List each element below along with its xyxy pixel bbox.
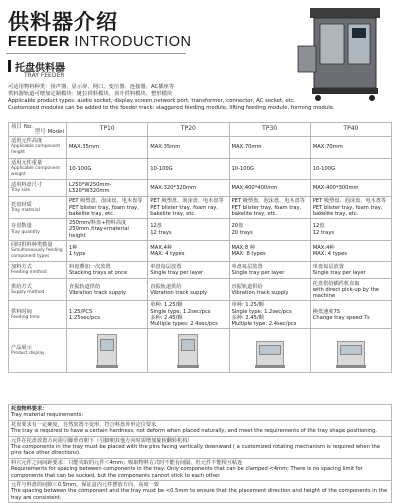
cell-line: 单种: 1.25/颗 [231,302,264,309]
cell-line: 12 trays [312,229,335,236]
cell-line: MAX: 4 types [312,251,347,258]
title-en-bold: FEEDER [8,34,70,50]
cell-line: MAX:400*300mm [312,185,359,192]
requirements-body [9,405,392,503]
table-cell [229,279,310,301]
requirement-item [9,458,392,480]
product-photo-row [9,329,392,373]
product-photo-cell [67,329,148,373]
requirement-cn: 托盘要求有一定硬度，自然放置不变形，符合料盘外形定位要求 [11,421,157,428]
cell-line: MAX:35mm [69,144,100,151]
table-cell [229,158,310,180]
page-subtitle [8,34,192,50]
requirement-row [9,436,392,458]
model-header: TP30 [229,123,310,137]
row-label-cn: 同时供料种类数量 [11,241,53,248]
product-photo [86,331,128,371]
cell-line: MAX:320*320mm [150,185,197,192]
cell-line: 1种 [69,244,78,251]
spec-table [8,122,392,373]
cell-line: 1.25/PCS [69,308,93,315]
cell-line: 单种: 1.25/颗 [150,302,183,309]
row-label-en: Applicable component height [11,144,61,156]
cell-line: 多种: 2.45/颗 [231,314,264,321]
cell-line: 12 trays [150,229,172,236]
table-row [9,279,392,301]
spec-body [9,137,392,373]
table-cell [67,301,148,329]
row-label-cn: 适用料盘尺寸 [11,182,43,189]
cell-line: Single type: 1.2sec/pcs [150,308,211,315]
table-cell [229,197,310,219]
table-cell [310,279,391,301]
table-row [9,219,392,241]
section-title: 托盘供料器 [15,63,65,74]
row-label [9,262,67,279]
cell-line: 1 type [69,251,86,258]
product-photo [167,331,209,371]
product-photo-cell [229,329,310,373]
cell-line: 250mm/料盘+物料高度 [69,220,127,227]
cell-line: Single tray per layer [312,270,366,277]
table-row [9,197,392,219]
table-row [9,158,392,180]
cell-line: PET blister tray, foam tray, bakelite tray, etc. [69,204,139,217]
table-cell [67,279,148,301]
cell-line: PET 吸塑盘、泡沫盘、电木盘等 [231,198,305,205]
row-label [9,137,67,159]
cell-line: 10-100G [231,165,254,172]
cell-line: Multiple types: 2.4sec/pcs [150,321,218,328]
row-label-en: Tray quantity [11,229,40,235]
requirement-cn: 元件在托盘放置方向需引脚垂直朝下（引脚朝其他方向时需增加旋转翻转机构） [11,437,193,444]
cell-line: Multiple type: 2.4sec/pcs [231,321,297,328]
row-label-en: Feeding method [11,270,47,276]
cell-line: PET 吸塑盘、泡沫盘、电木盘等 [69,198,143,205]
cell-line: with direct pick-up by the machine [312,286,380,300]
row-label [9,279,67,301]
row-label-cn: 供料时间 [11,308,32,315]
table-cell [67,262,148,279]
row-label-en: Simultaneously feeding component types [11,248,63,260]
row-label-en: Supply method [11,289,45,295]
table-row [9,137,392,159]
table-cell [229,240,310,262]
requirement-item [9,420,392,436]
cell-line: 直振轨道供给 [69,283,101,290]
intro-line: 供料器轨道可增加定制模块：链拉供料模块、顶升供料模块、整形模块 [8,91,173,97]
cell-line: MAX:35mm [150,144,181,151]
table-cell [67,197,148,219]
table-cell [148,180,229,197]
row-label-en: Tray size [11,188,31,194]
section-marker [8,60,11,72]
requirements-title-cn: 托盘物料要求： [11,406,48,412]
table-cell [310,301,391,329]
requirement-item [9,436,392,458]
table-cell [310,197,391,219]
row-label [9,197,67,219]
table-cell [310,137,391,159]
page-title: 供料器介绍 [8,10,118,34]
table-cell [310,219,391,241]
cell-line: MAX:70mm [231,144,262,151]
cell-line: 10-100G [150,165,173,172]
table-cell [310,262,391,279]
cell-line: 直振轨道供给 [231,283,263,290]
requirements-table [8,404,392,503]
requirement-cn: 元件与料盘的间隙＜0.5mm，保证盒内元件摆放方向、高度一致 [11,482,160,489]
intro-text [8,84,393,112]
cell-line: MAX:400*400mm [231,185,278,192]
row-label-cn: 存盘数量 [11,223,32,230]
cell-line: Change tray speed:7s [312,314,370,321]
product-photo [249,331,291,371]
product-photo-cell [310,329,391,373]
table-cell [148,158,229,180]
row-label [9,158,67,180]
row-label [9,301,67,329]
table-cell [229,219,310,241]
cell-line: 250mm /tray+material height [69,226,129,239]
row-label [9,240,67,262]
requirement-item [9,481,392,503]
product-photo [330,331,372,371]
cell-line: PET 吸塑盘、泡沫盘、电木盘等 [312,198,387,205]
requirement-en: The tray is required to have a certain hardness, not deform when placed naturally, and meet the requirements of the tray shape positioning. [11,428,378,435]
cell-line: L250*W250mm-L320*W320mm [69,182,112,195]
table-cell [148,301,229,329]
cell-line: Vibration track supply [150,289,208,296]
model-header: TP10 [67,123,148,137]
intro-line: Customized modules can be added to the feeder track: staggered feeding module, lifting feeding module, forming module. [8,105,335,111]
row-label-cn: 托盘材质 [11,201,32,208]
cell-line: 12盘 [150,223,163,230]
row-label-en: Feeding time [11,314,40,320]
cell-line: 单盘每层放置 [231,264,263,271]
cell-line: Stacking trays at once [69,270,128,277]
cell-line: MAX:8 种 [231,244,255,251]
section-subtitle: TRAY FEEDER [24,72,65,79]
table-row [9,240,392,262]
cell-line: 直振轨道供给 [150,283,182,290]
table-row [9,301,392,329]
row-label-cn: 适用元件重量 [11,159,43,166]
requirement-en: Requirements for spacing between components in the tray: Only components that can be clamped <4mm; There is no spacing limit for components that can be sucked, but the components cannot stick to each other. [11,466,363,479]
table-corner [9,123,67,137]
cell-line: MAX: 4 types [150,251,185,258]
table-cell [67,240,148,262]
cell-line: 单盘每层放置 [312,264,344,271]
table-cell [148,262,229,279]
table-cell [310,180,391,197]
title-divider [6,53,186,54]
table-row [9,180,392,197]
cell-line: Single tray per layer [150,270,204,277]
requirement-cn: 料穴元件之间间距要求：只能夹取的元件＜4mm；吸取物料方式时不能有间隔、但元件不能相互粘连 [11,459,243,466]
table-cell [229,180,310,197]
cell-line: Single tray per layer [231,270,285,277]
cell-line: PET blister tray, foam tray, bakelite tray, etc. [312,204,383,217]
table-cell [310,158,391,180]
table-cell [148,240,229,262]
cell-line: Vibration track supply [231,289,289,296]
intro-line: Applicable product types: audio socket, display screen,network port, transformer, connector, AC socket, etc. [8,98,296,104]
row-label-en: Product display [11,350,45,356]
corner-model-label: 型号 Model [34,128,64,135]
cell-line: 多种: 2.45/颗 [150,314,183,321]
table-cell [229,137,310,159]
product-photo-cell [148,329,229,373]
row-label-en: Tray material [11,207,40,213]
cell-line: 1.25sec/pcs [69,314,100,321]
table-cell [67,180,148,197]
cell-line: 托盘供给插件机直取 [312,280,360,287]
table-cell [310,240,391,262]
row-label-cn: 适用元件高度 [11,138,43,144]
table-row [9,262,392,279]
row-label-cn: 加料方式 [11,264,32,271]
table-cell [148,279,229,301]
requirements-title-en: Tray material requirements: [11,412,84,419]
cell-line: Single type: 1.2sec/pcs [231,308,292,315]
cell-line: MAX: 8 types [231,251,266,258]
intro-line: 可适用物料种类：扬声器、显示屏、网口、变压器、连接器、AC插座等 [8,84,175,90]
cell-line: MAX:70mm [312,144,343,151]
requirement-row [9,420,392,436]
cell-line: 单盘每层放置 [150,264,182,271]
row-label [9,219,67,241]
model-header: TP40 [310,123,391,137]
cell-line: MAX:4种 [150,244,173,251]
row-label-en: Applicable component weight [11,165,61,178]
cell-line: Vibration track supply [69,289,127,296]
corner-item-label: 项目 No. [11,124,33,130]
cell-line: 10-100G [312,165,336,172]
cell-line: 料盘叠加一次放置 [69,264,111,271]
table-cell [148,137,229,159]
table-cell [148,197,229,219]
table-cell [148,219,229,241]
cell-line: 换盘速度7S [312,308,341,315]
cell-line: PET 吸塑盘、泡沫盘、电木盘等 [150,198,224,205]
table-cell [67,158,148,180]
cell-line: PET blister tray, foam ray, bakelite tray, etc. [150,204,218,217]
table-cell [229,301,310,329]
row-label-cn: 产品展示 [11,344,32,351]
requirements-heading [9,405,392,421]
table-cell [67,219,148,241]
model-header: TP20 [148,123,229,137]
table-cell [229,262,310,279]
requirement-row [9,458,392,480]
cell-line: 20 trays [231,229,253,236]
requirement-en: The components in the tray must be placed with the pins facing vertically downward ( a customized rotating mechanism is required when the pins face other directions). [11,444,381,457]
cell-line: 10-100G [69,165,92,172]
table-cell [67,137,148,159]
cell-line: PET blister tray, foam tray, bakelite tray, etc. [231,204,302,217]
row-label [9,329,67,373]
cell-line: 20盘 [231,223,244,230]
requirement-en: The spacing between the component and the tray must be <0.5mm to ensure that the placement direction and height of the components in the tray are consistent. [11,488,388,501]
title-en-rest: INTRODUCTION [74,34,192,50]
cell-line: 12盘 [312,223,325,230]
row-label [9,180,67,197]
requirement-row [9,481,392,503]
row-label-cn: 供给方式 [11,283,32,290]
cell-line: MAX:4种 [312,244,335,251]
